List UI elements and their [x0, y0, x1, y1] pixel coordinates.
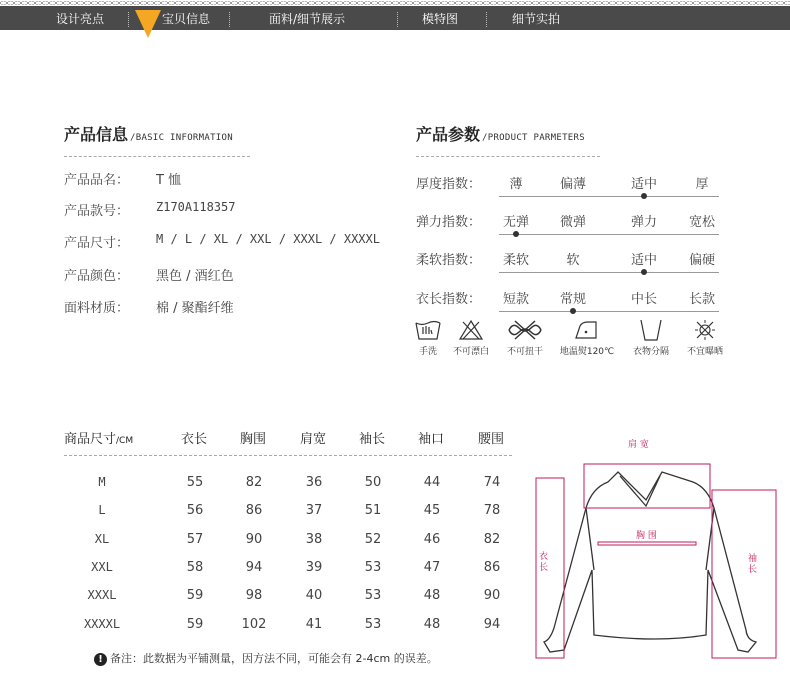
info-value-size: M / L / XL / XXL / XXXL / XXXXL	[156, 232, 380, 246]
size-cell: 53	[364, 617, 382, 632]
info-value-name: T 恤	[156, 173, 182, 188]
size-cell: 86	[245, 503, 263, 518]
param-level-marker	[641, 269, 647, 275]
size-cell: 52	[364, 532, 382, 547]
size-cell: 50	[364, 475, 382, 490]
hand-wash-icon	[413, 318, 443, 344]
param-scale-line	[499, 196, 719, 197]
param-option: 常规	[559, 292, 586, 307]
params-title	[416, 122, 585, 145]
param-label: 柔软指数：	[416, 253, 482, 268]
param-option: 厚	[695, 177, 709, 192]
size-cell: 46	[423, 532, 441, 547]
size-table-title-text: 商品尺寸	[64, 432, 117, 447]
size-cell: 82	[483, 532, 501, 547]
nav-separator	[486, 12, 487, 27]
divider	[416, 156, 600, 157]
info-value-material: 棉 / 聚酯纤维	[156, 301, 234, 316]
param-option: 适中	[630, 177, 657, 192]
size-cell: 56	[186, 503, 204, 518]
info-label-color: 产品颜色：	[64, 269, 130, 284]
info-label-material: 面料材质：	[64, 301, 130, 316]
care-item	[680, 318, 730, 357]
nav-separator	[397, 12, 398, 27]
care-item	[413, 318, 443, 357]
param-label: 弹力指数：	[416, 215, 482, 230]
info-value-sku: Z170A118357	[156, 200, 236, 214]
size-label: XXXXL	[83, 617, 121, 631]
size-cell: 94	[245, 560, 263, 575]
param-option: 柔软	[502, 253, 529, 268]
size-cell: 40	[305, 588, 323, 603]
size-label: L	[98, 503, 106, 517]
param-scale-line	[499, 234, 719, 235]
care-item	[500, 318, 550, 357]
warning-icon: !	[94, 653, 107, 666]
size-cell: 48	[423, 588, 441, 603]
param-option: 偏薄	[559, 177, 586, 192]
care-label: 地温熨120℃	[559, 347, 615, 357]
size-cell: 78	[483, 503, 501, 518]
measurement-note	[94, 650, 438, 666]
col-header-waist: 腰围	[478, 432, 505, 447]
info-title	[64, 122, 233, 145]
size-cell: 59	[186, 617, 204, 632]
chest-measure	[598, 542, 696, 545]
sleeve-measure	[712, 490, 776, 658]
size-cell: 53	[364, 588, 382, 603]
shirt-outline	[544, 472, 756, 652]
param-option: 适中	[630, 253, 657, 268]
no-wring-icon	[500, 318, 550, 344]
care-label: 衣物分隔	[632, 347, 669, 357]
no-sun-icon	[680, 318, 730, 344]
param-option: 无弹	[502, 215, 529, 230]
size-cell: 58	[186, 560, 204, 575]
param-level-marker	[641, 193, 647, 199]
size-label: XL	[94, 532, 110, 546]
info-label-sku: 产品款号：	[64, 204, 130, 219]
size-cell: 86	[483, 560, 501, 575]
size-cell: 102	[241, 617, 267, 632]
param-option: 中长	[630, 292, 657, 307]
col-header-chest: 胸围	[240, 432, 267, 447]
shirt-diagram	[528, 430, 790, 660]
note-text: 备注：此数据为平铺测量，因方法不同，可能会有 2-4cm 的误差。	[110, 652, 438, 665]
size-cell: 39	[305, 560, 323, 575]
care-item	[626, 318, 676, 357]
low-iron-icon	[554, 318, 620, 344]
nav-separator	[128, 12, 129, 27]
info-label-name: 产品品名：	[64, 173, 130, 188]
wash-separately-icon	[626, 318, 676, 344]
size-cell: 90	[245, 532, 263, 547]
nav-separator	[229, 12, 230, 27]
info-title-en: /BASIC INFORMATION	[130, 133, 233, 143]
info-label-size: 产品尺寸：	[64, 236, 130, 251]
param-option: 软	[566, 253, 580, 268]
nav-item-info[interactable]: 宝贝信息	[162, 12, 211, 26]
size-cell: 57	[186, 532, 204, 547]
size-cell: 82	[245, 475, 263, 490]
size-cell: 55	[186, 475, 204, 490]
size-cell: 41	[305, 617, 323, 632]
size-cell: 94	[483, 617, 501, 632]
size-cell: 51	[364, 503, 382, 518]
care-label: 不宜曝晒	[686, 347, 723, 357]
nav-item-design[interactable]: 设计亮点	[56, 12, 105, 26]
length-label: 衣长	[539, 552, 549, 573]
info-title-text: 产品信息	[64, 125, 129, 144]
size-cell: 44	[423, 475, 441, 490]
param-label: 厚度指数：	[416, 177, 482, 192]
size-table-title	[64, 428, 133, 447]
nav-item-model[interactable]: 模特图	[422, 12, 459, 26]
size-table-unit: /CM	[116, 436, 134, 446]
size-cell: 37	[305, 503, 323, 518]
care-item	[446, 318, 496, 357]
top-nav	[0, 0, 790, 30]
params-title-en: /PRODUCT PARMETERS	[482, 133, 585, 143]
size-label: M	[98, 475, 106, 489]
size-cell: 90	[483, 588, 501, 603]
shoulder-measure	[584, 464, 710, 508]
size-cell: 48	[423, 617, 441, 632]
nav-decoration	[0, 0, 790, 6]
size-cell: 47	[423, 560, 441, 575]
divider	[64, 455, 512, 456]
param-option: 微弹	[559, 215, 586, 230]
params-title-text: 产品参数	[416, 125, 481, 144]
param-option: 短款	[502, 292, 529, 307]
param-level-marker	[513, 231, 519, 237]
chest-label: 胸 围	[636, 531, 657, 541]
param-option: 长款	[688, 292, 715, 307]
param-option: 宽松	[688, 215, 715, 230]
param-scale-line	[499, 311, 719, 312]
care-label: 不可扭干	[506, 347, 543, 357]
care-item	[554, 318, 620, 357]
shoulder-label: 肩 宽	[628, 440, 649, 450]
nav-item-fabric[interactable]: 面料/细节展示	[269, 12, 346, 26]
size-cell: 59	[186, 588, 204, 603]
care-label: 不可漂白	[452, 347, 489, 357]
col-header-sleeve: 袖长	[359, 432, 386, 447]
active-nav-marker	[135, 10, 161, 38]
col-header-cuff: 袖口	[418, 432, 445, 447]
size-label: XXL	[91, 560, 113, 574]
param-label: 衣长指数：	[416, 292, 482, 307]
size-cell: 74	[483, 475, 501, 490]
param-option: 偏硬	[688, 253, 715, 268]
param-scale-line	[499, 272, 719, 273]
info-value-color: 黑色 / 酒红色	[156, 269, 234, 284]
size-cell: 45	[423, 503, 441, 518]
size-cell: 38	[305, 532, 323, 547]
care-label: 手洗	[418, 347, 437, 357]
nav-item-details[interactable]: 细节实拍	[512, 12, 561, 26]
size-label: XXXL	[87, 588, 117, 602]
col-header-length: 衣长	[181, 432, 208, 447]
no-bleach-icon	[446, 318, 496, 344]
param-option: 薄	[509, 177, 523, 192]
size-cell: 53	[364, 560, 382, 575]
divider	[64, 156, 250, 157]
size-cell: 98	[245, 588, 263, 603]
param-level-marker	[570, 308, 576, 314]
param-option: 弹力	[630, 215, 657, 230]
sleeve-label: 袖长	[748, 554, 758, 575]
size-cell: 36	[305, 475, 323, 490]
col-header-shoulder: 肩宽	[300, 432, 327, 447]
